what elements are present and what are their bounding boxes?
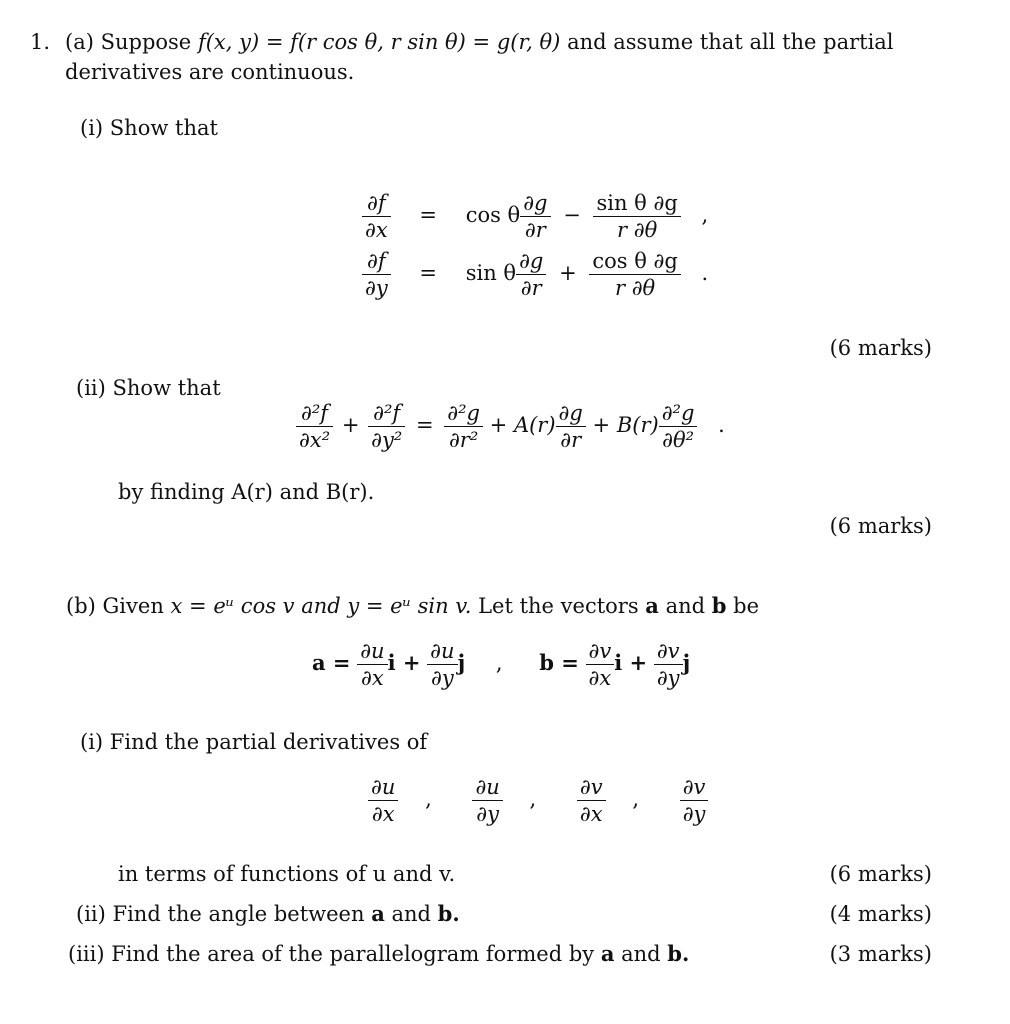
vec-a-n2: ∂u xyxy=(427,640,457,665)
eq2-term1-num: ∂g xyxy=(516,250,546,275)
lap-f1-den: ∂x² xyxy=(299,428,331,453)
lap-a-coef: + A(r) xyxy=(489,413,556,438)
eq2-term1-den: ∂r xyxy=(520,276,542,301)
partial-du-dy-num: ∂u xyxy=(472,776,502,801)
eq2-equals: = xyxy=(419,261,438,286)
part-b-i-label: (i) xyxy=(80,730,104,754)
part-b-label: (b) xyxy=(66,594,96,618)
part-b-iii-marks: (3 marks) xyxy=(829,942,932,966)
part-b-ii-a: a xyxy=(371,901,385,926)
eq1-punct: , xyxy=(701,203,709,228)
vector-definitions xyxy=(312,640,690,689)
eq1-term2-den: r ∂θ xyxy=(617,218,658,243)
part-b-iii-text: Find the area of the parallelogram formed by xyxy=(111,942,595,966)
vec-b-i: i + xyxy=(614,650,648,676)
lap-g1-num: ∂²g xyxy=(444,402,483,427)
partial-dv-dx-den: ∂x xyxy=(579,802,603,827)
partial-du-dx-den: ∂x xyxy=(371,802,395,827)
part-a-ii-prompt xyxy=(76,376,221,400)
partial-du-dy-den: ∂y xyxy=(476,802,500,827)
partials-comma-2: , xyxy=(529,787,537,812)
eq2-lhs-den: ∂y xyxy=(365,276,388,301)
part-b-and: and xyxy=(665,594,706,618)
part-b-iii-label: (iii) xyxy=(68,942,105,966)
eq1-equals: = xyxy=(419,203,437,228)
partial-dv-dy-num: ∂v xyxy=(680,776,709,801)
eq1-minus: − xyxy=(563,203,581,228)
lap-f2-den: ∂y² xyxy=(371,428,403,453)
equation-df-dx xyxy=(362,192,708,241)
part-a-ii-marks: (6 marks) xyxy=(829,514,932,538)
eq1-lhs-den: ∂x xyxy=(365,218,388,243)
part-b-iii-b: b. xyxy=(667,941,690,966)
part-a-i-label: (i) xyxy=(80,116,104,140)
lap-f2-num: ∂²f xyxy=(368,402,405,427)
eq1-term1-coef: cos θ xyxy=(465,203,521,228)
eq2-lhs-num: ∂f xyxy=(362,250,391,275)
partials-comma-1: , xyxy=(425,787,432,812)
part-b-ii-b: b. xyxy=(437,901,460,926)
part-a-intro-tail: and assume that all the partial xyxy=(567,30,894,54)
lap-g2-num: ∂g xyxy=(556,402,586,427)
question-number: 1. xyxy=(30,30,51,54)
part-a-intro-line2: derivatives are continuous. xyxy=(65,60,355,84)
part-b-intro-tail: Let the vectors xyxy=(478,594,639,618)
eq2-punct: . xyxy=(701,261,709,286)
vec-a-j: j xyxy=(457,650,466,676)
equation-laplacian xyxy=(296,402,725,451)
partial-du-dx-num: ∂u xyxy=(368,776,398,801)
part-b-intro-math: x = eᵘ cos v and y = eᵘ sin v. xyxy=(170,594,472,618)
lap-g1-den: ∂r² xyxy=(448,428,479,453)
part-b-intro-pre: Given xyxy=(102,594,164,618)
eq1-term1-den: ∂r xyxy=(524,218,546,243)
part-b-ii-label: (ii) xyxy=(76,902,106,926)
part-b-i-tail: in terms of functions of u and v. xyxy=(118,862,456,886)
vec-b-d2: ∂y xyxy=(656,666,680,691)
part-a-i-prompt xyxy=(80,116,218,140)
part-a-label: (a) xyxy=(65,30,94,54)
part-b-iii-and: and xyxy=(621,942,661,966)
vec-b-d1: ∂x xyxy=(588,666,612,691)
vec-a-d1: ∂x xyxy=(361,666,384,691)
part-a-i-marks: (6 marks) xyxy=(829,336,932,360)
equation-df-dy xyxy=(362,250,708,299)
part-a-ii-tail: by finding A(r) and B(r). xyxy=(118,480,375,504)
part-a-ii-label: (ii) xyxy=(76,376,106,400)
lap-b-coef: + B(r) xyxy=(592,413,659,438)
part-b-intro xyxy=(66,594,759,618)
part-b-i-text: Find the partial derivatives of xyxy=(109,730,428,754)
part-b-vector-b: b xyxy=(711,593,727,618)
partials-comma-3: , xyxy=(632,787,640,812)
part-a-ii-text: Show that xyxy=(112,376,221,400)
lap-punct: . xyxy=(718,413,725,438)
vec-a-i: i + xyxy=(387,650,421,676)
part-a-intro xyxy=(65,30,894,54)
part-b-i-prompt xyxy=(80,730,427,754)
partials-list xyxy=(368,776,708,825)
lap-g3-num: ∂²g xyxy=(659,402,698,427)
part-b-vector-a: a xyxy=(645,593,659,618)
vec-b-lhs: b = xyxy=(539,650,579,676)
part-b-ii-text: Find the angle between xyxy=(112,902,365,926)
lap-plus1: + xyxy=(341,413,360,438)
vec-b-n1: ∂v xyxy=(586,640,615,665)
partial-dv-dy-den: ∂y xyxy=(682,802,706,827)
lap-equals: = xyxy=(415,413,434,438)
partial-dv-dx-num: ∂v xyxy=(577,776,606,801)
eq1-term2-num: sin θ ∂g xyxy=(593,192,680,217)
eq2-term2-den: r ∂θ xyxy=(614,276,656,301)
part-b-iii-prompt xyxy=(68,942,689,966)
part-b-be: be xyxy=(733,594,760,618)
eq2-term1-coef: sin θ xyxy=(465,261,517,286)
lap-f1-num: ∂²f xyxy=(296,402,333,427)
part-a-i-text: Show that xyxy=(109,116,218,140)
eq1-lhs-num: ∂f xyxy=(362,192,391,217)
part-b-ii-marks: (4 marks) xyxy=(829,902,932,926)
part-a-intro-text: Suppose xyxy=(100,30,192,54)
part-b-iii-a: a xyxy=(600,941,615,966)
vec-a-n1: ∂u xyxy=(357,640,387,665)
part-b-ii-prompt xyxy=(76,902,460,926)
part-b-i-marks: (6 marks) xyxy=(829,862,932,886)
eq2-term2-num: cos θ ∂g xyxy=(589,250,680,275)
part-b-ii-and: and xyxy=(391,902,431,926)
lap-g2-den: ∂r xyxy=(560,428,582,453)
vec-a-lhs: a = xyxy=(312,650,351,676)
eq1-term1-num: ∂g xyxy=(520,192,550,217)
eq2-plus: + xyxy=(559,261,577,286)
vec-a-d2: ∂y xyxy=(431,666,454,691)
vec-b-n2: ∂v xyxy=(654,640,683,665)
part-a-intro-math: f(x, y) = f(r cos θ, r sin θ) = g(r, θ) xyxy=(197,30,561,54)
vec-sep: , xyxy=(495,651,503,676)
vec-b-j: j xyxy=(682,650,691,676)
lap-g3-den: ∂θ² xyxy=(662,428,695,453)
